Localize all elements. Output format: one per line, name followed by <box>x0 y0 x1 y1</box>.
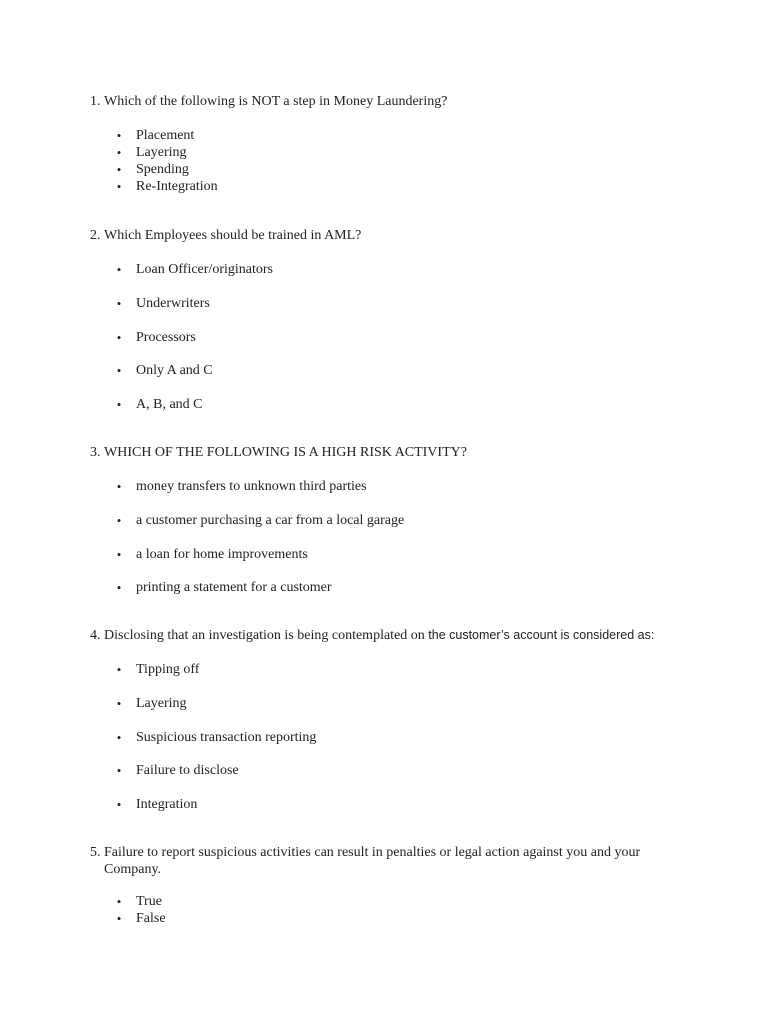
list-item <box>114 362 273 379</box>
list-item <box>114 161 218 178</box>
question-5-text-line1: Failure to report suspicious activities can result in penalties or legal action against you and your <box>104 845 641 860</box>
bullet-icon: • <box>116 729 122 745</box>
question-2-number: 2. <box>90 228 101 243</box>
bullet-icon: • <box>116 397 122 413</box>
question-5-options <box>114 893 166 927</box>
list-item <box>114 893 166 910</box>
option-label: True <box>136 894 162 909</box>
list-item <box>114 579 404 596</box>
question-4-text-part2: the customer’s account is considered as: <box>428 628 655 642</box>
bullet-icon: • <box>116 479 122 494</box>
option-label: Spending <box>136 162 189 177</box>
list-item <box>114 144 218 161</box>
option-label: Underwriters <box>136 295 210 311</box>
question-4-options <box>114 661 316 830</box>
list-item <box>114 295 273 312</box>
option-label: money transfers to unknown third parties <box>136 479 367 494</box>
question-3-number: 3. <box>90 445 101 460</box>
question-3-text: WHICH OF THE FOLLOWING IS A HIGH RISK ACTIVITY? <box>104 445 467 460</box>
list-item <box>114 695 316 712</box>
bullet-icon: • <box>116 363 122 379</box>
list-item <box>114 127 218 144</box>
bullet-icon: • <box>116 911 122 926</box>
bullet-icon: • <box>116 262 122 277</box>
bullet-icon: • <box>116 145 122 160</box>
option-label: False <box>136 911 166 926</box>
option-label: Processors <box>136 329 196 345</box>
question-5-number: 5. <box>90 845 101 860</box>
option-label: Suspicious transaction reporting <box>136 729 317 745</box>
option-label: Only A and C <box>136 363 213 379</box>
question-1-text: Which of the following is NOT a step in Money Laundering? <box>104 94 448 109</box>
bullet-icon: • <box>116 162 122 177</box>
list-item <box>114 478 404 495</box>
bullet-icon: • <box>116 179 122 194</box>
bullet-icon: • <box>116 128 122 143</box>
bullet-icon: • <box>116 546 122 562</box>
option-label: Placement <box>136 128 195 143</box>
option-label: Layering <box>136 695 187 711</box>
list-item <box>114 910 166 927</box>
option-label: Re-Integration <box>136 179 218 194</box>
question-5 <box>90 844 660 878</box>
list-item <box>114 396 273 413</box>
list-item <box>114 729 316 746</box>
question-4 <box>90 627 710 644</box>
list-item <box>114 762 316 779</box>
question-5-text-line2: Company. <box>104 862 162 877</box>
option-label: A, B, and C <box>136 397 203 413</box>
bullet-icon: • <box>116 580 122 596</box>
question-3 <box>90 444 660 461</box>
bullet-icon: • <box>116 662 122 677</box>
bullet-icon: • <box>116 295 122 311</box>
bullet-icon: • <box>116 797 122 813</box>
option-label: Loan Officer/originators <box>136 262 273 277</box>
bullet-icon: • <box>116 329 122 345</box>
question-4-number: 4. <box>90 628 101 643</box>
option-label: Integration <box>136 797 198 813</box>
question-1-number: 1. <box>90 94 101 109</box>
list-item <box>114 661 316 678</box>
option-label: Tipping off <box>136 662 200 677</box>
list-item <box>114 329 273 346</box>
list-item <box>114 512 404 529</box>
list-item <box>114 546 404 563</box>
question-4-text-part1: Disclosing that an investigation is being contemplated on <box>104 628 429 643</box>
list-item <box>114 261 273 278</box>
bullet-icon: • <box>116 512 122 528</box>
option-label: a loan for home improvements <box>136 546 308 562</box>
question-1-options <box>114 127 218 195</box>
question-2 <box>90 227 660 244</box>
question-3-options <box>114 478 404 613</box>
option-label: a customer purchasing a car from a local garage <box>136 512 405 528</box>
question-2-text: Which Employees should be trained in AML? <box>104 228 362 243</box>
question-2-options <box>114 261 273 430</box>
list-item <box>114 178 218 195</box>
bullet-icon: • <box>116 763 122 779</box>
option-label: Layering <box>136 145 187 160</box>
list-item <box>114 796 316 813</box>
bullet-icon: • <box>116 894 122 909</box>
question-1 <box>90 93 660 110</box>
option-label: Failure to disclose <box>136 763 239 779</box>
option-label: printing a statement for a customer <box>136 580 332 596</box>
bullet-icon: • <box>116 695 122 711</box>
